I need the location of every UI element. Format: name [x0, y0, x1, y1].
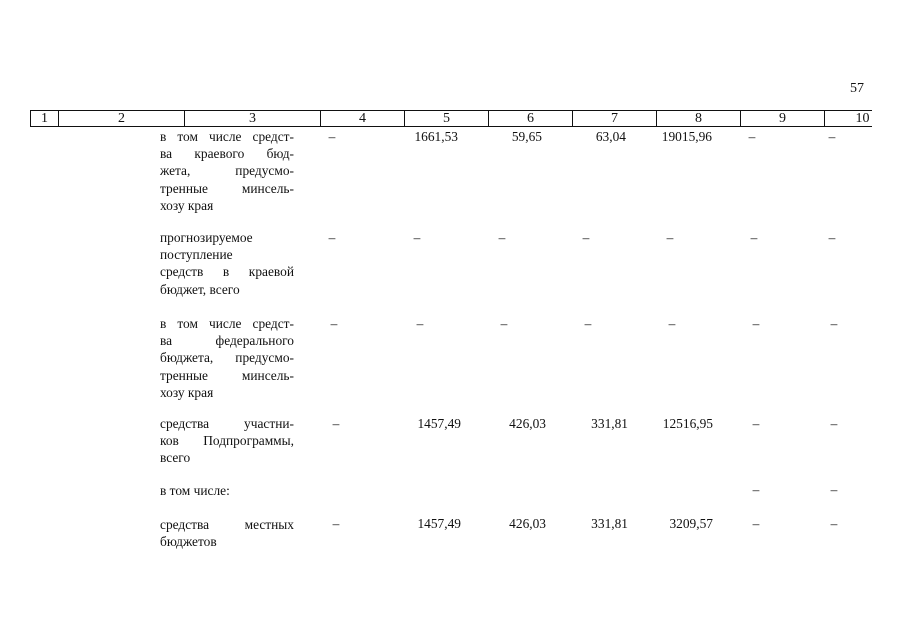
cell-col5: 1457,49	[417, 516, 461, 531]
header-col-9: 9	[741, 111, 825, 126]
cell-col7: –	[584, 316, 592, 331]
cell-col8: 12516,95	[662, 416, 713, 431]
header-col-1: 1	[31, 111, 59, 126]
cell-col5: 1457,49	[417, 416, 461, 431]
row-description: средства местных бюджетов	[160, 517, 294, 550]
header-col-4: 4	[321, 111, 405, 126]
cell-col7: 63,04	[595, 129, 626, 144]
header-col-2: 2	[59, 111, 185, 126]
cell-col7: 331,81	[591, 416, 628, 431]
header-col-8: 8	[657, 111, 741, 126]
cell-col10: –	[828, 129, 836, 144]
cell-col9: –	[752, 416, 760, 431]
cell-col7: –	[582, 230, 590, 245]
cell-col10: –	[830, 482, 838, 497]
cell-col8: –	[668, 316, 676, 331]
row-description: в том числе:	[160, 483, 230, 498]
cell-col9: –	[752, 482, 760, 497]
header-col-10: 10	[825, 111, 899, 126]
row-description: в том числе средст- ва краевого бюд- жета, предусмо- тренные минсель- хозу края	[160, 129, 294, 213]
cell-col10: –	[830, 416, 838, 431]
cell-col10: –	[828, 230, 836, 245]
cell-col9: –	[752, 316, 760, 331]
header-col-6: 6	[489, 111, 573, 126]
page-number: 57	[850, 81, 864, 96]
cell-col4: –	[328, 129, 336, 144]
cell-col4: –	[332, 516, 340, 531]
header-col-5: 5	[405, 111, 489, 126]
cell-col10: –	[830, 316, 838, 331]
row-description: средства участни- ков Подпрограммы, всего	[160, 416, 294, 466]
row-description: в том числе средст- ва федерального бюджета, предусмо- тренные минсель- хозу края	[160, 316, 294, 400]
cell-col6: –	[500, 316, 508, 331]
cell-col9: –	[748, 129, 756, 144]
cell-col6: 426,03	[509, 416, 546, 431]
row-description: прогнозируемое поступление средств в краевой бюджет, всего	[160, 230, 294, 297]
cell-col5: –	[413, 230, 421, 245]
cell-col6: 59,65	[511, 129, 542, 144]
cell-col6: 426,03	[509, 516, 546, 531]
cell-col4: –	[332, 416, 340, 431]
cell-col4: –	[330, 316, 338, 331]
cell-col7: 331,81	[591, 516, 628, 531]
header-col-7: 7	[573, 111, 657, 126]
cell-col4: –	[328, 230, 336, 245]
cell-col10: –	[830, 516, 838, 531]
cell-col9: –	[750, 230, 758, 245]
cell-col6: –	[498, 230, 506, 245]
cell-col5: 1661,53	[414, 129, 458, 144]
cell-col5: –	[416, 316, 424, 331]
cell-col9: –	[752, 516, 760, 531]
table-header	[30, 110, 872, 127]
cell-col8: 3209,57	[669, 516, 713, 531]
cell-col8: –	[666, 230, 674, 245]
cell-col8: 19015,96	[661, 129, 712, 144]
header-col-3: 3	[185, 111, 321, 126]
